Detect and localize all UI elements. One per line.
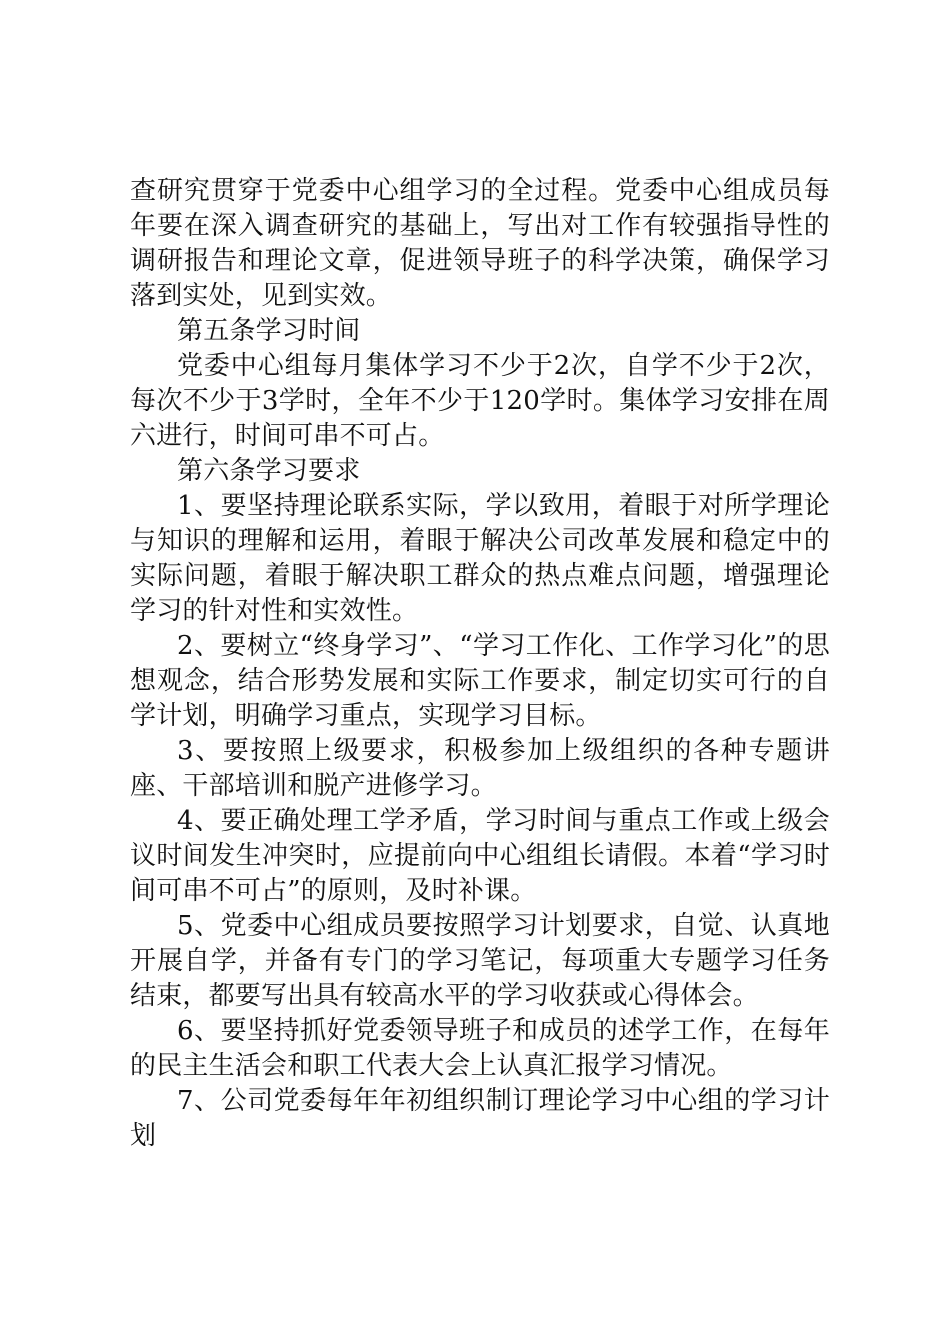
section-heading-study-requirements: 第六条学习要求 xyxy=(177,456,361,486)
paragraph-research: 查研究贯穿于党委中心组学习的全过程。党委中心组成员每年要在深入调查研究的基础上，写出对工作有较强指导性的调研报告和理论文章，促进领导班子的科学决策，确保学习落到实处，见到实效。 xyxy=(130,176,830,311)
document-body xyxy=(130,174,830,1154)
requirement-item-7: 7、公司党委每年年初组织制订理论学习中心组的学习计划 xyxy=(130,1086,830,1151)
requirement-item-5: 5、党委中心组成员要按照学习计划要求，自觉、认真地开展自学，并备有专门的学习笔记，每项重大专题学习任务结束，都要写出具有较高水平的学习收获或心得体会。 xyxy=(130,911,830,1011)
section-heading-study-time: 第五条学习时间 xyxy=(177,316,361,346)
paragraph-study-time: 党委中心组每月集体学习不少于2次，自学不少于2次，每次不少于3学时，全年不少于120学时。集体学习安排在周六进行，时间可串不可占。 xyxy=(130,351,830,451)
requirement-item-3: 3、要按照上级要求，积极参加上级组织的各种专题讲座、干部培训和脱产进修学习。 xyxy=(130,736,830,801)
requirement-item-6: 6、要坚持抓好党委领导班子和成员的述学工作，在每年的民主生活会和职工代表大会上认真汇报学习情况。 xyxy=(130,1016,830,1081)
requirement-item-1: 1、要坚持理论联系实际，学以致用，着眼于对所学理论与知识的理解和运用，着眼于解决公司改革发展和稳定中的实际问题，着眼于解决职工群众的热点难点问题，增强理论学习的针对性和实效性。 xyxy=(130,491,830,626)
requirement-item-4: 4、要正确处理工学矛盾，学习时间与重点工作或上级会议时间发生冲突时，应提前向中心组组长请假。本着“学习时间可串不可占”的原则，及时补课。 xyxy=(130,806,830,906)
requirement-item-2: 2、要树立“终身学习”、“学习工作化、工作学习化”的思想观念，结合形势发展和实际工作要求，制定切实可行的自学计划，明确学习重点，实现学习目标。 xyxy=(130,631,830,731)
